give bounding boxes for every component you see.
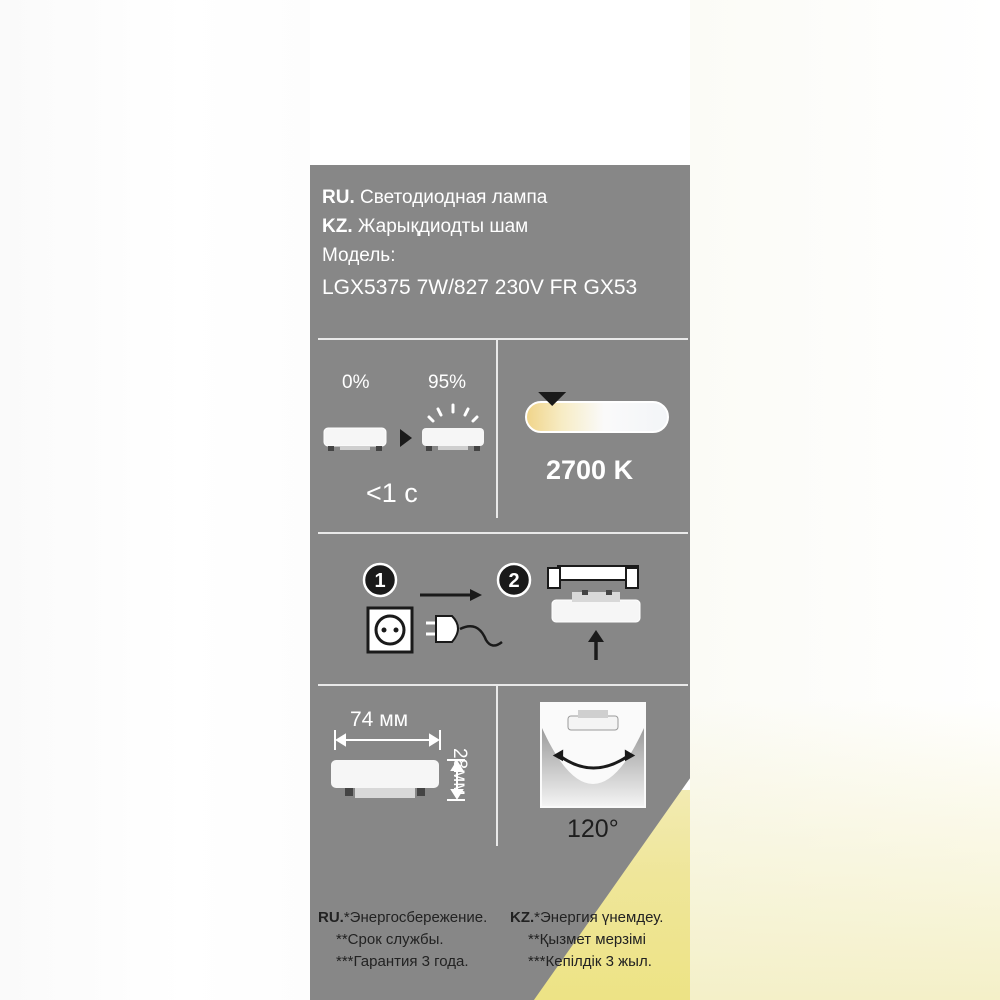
startup-icon: [318, 395, 493, 465]
unplugged-plug-icon: [426, 616, 502, 646]
divider-3: [318, 684, 688, 686]
startup-to-percent: 95%: [428, 372, 467, 393]
width-dimension-line: [335, 730, 440, 750]
beam-angle-icon: [538, 700, 650, 812]
divider-v2: [496, 686, 498, 846]
step-2-number: 2: [508, 570, 520, 592]
yellow-fade: [690, 700, 1000, 1000]
ru-title-line: [322, 183, 637, 212]
footer-kz-energy: *Энергия үнемдеу.: [534, 909, 664, 926]
footer-ru-line-3: ***Гарантия 3 года.: [336, 953, 469, 970]
color-temperature-value: 2700 K: [546, 455, 634, 485]
startup-from-percent: 0%: [342, 372, 370, 393]
dimension-height: 28мм: [449, 748, 470, 796]
divider-2: [318, 532, 688, 534]
kz-code: KZ.: [322, 216, 353, 237]
right-background: [690, 0, 1000, 1000]
lamp-on-icon: [422, 405, 484, 451]
arrow-long-right-icon: [420, 589, 482, 601]
ru-code: RU.: [322, 187, 355, 208]
ru-product-name: Светодиодная лампа: [360, 187, 548, 208]
product-title-block: [322, 183, 637, 302]
arrow-up-icon: [588, 630, 604, 660]
footer-kz-code: KZ.: [510, 909, 535, 926]
lamp-insert-icon: [552, 590, 640, 622]
model-label: Модель:: [322, 245, 396, 266]
footer-ru-legend: [318, 907, 487, 973]
footer-kz-line-3: ***Кепілдік 3 жыл.: [528, 953, 652, 970]
footer-kz-line-1: [510, 907, 663, 929]
kz-title-line: [322, 212, 637, 241]
left-background: [0, 0, 310, 1000]
step-1-number: 1: [374, 570, 386, 592]
step-1-badge-icon: [364, 564, 396, 596]
lamp-off-icon: [324, 428, 386, 451]
lamp-side-view-icon: [331, 760, 439, 798]
footer-kz-line-2: **Қызмет мерзімі: [528, 931, 646, 948]
footer-ru-line-2: **Срок службы.: [336, 931, 444, 948]
model-number: LGX5375 7W/827 230V FR GX53: [322, 276, 638, 299]
color-temperature-slider: [522, 390, 674, 440]
arrow-right-icon: [400, 429, 412, 447]
dimension-width: 74 мм: [350, 708, 409, 731]
divider-1: [318, 338, 688, 340]
installation-instructions: [360, 560, 660, 672]
temperature-gradient-bar: [526, 402, 668, 432]
power-socket-icon: [368, 608, 412, 652]
startup-time: <1 c: [366, 478, 418, 508]
beam-angle-value: 120°: [567, 815, 619, 843]
footer-ru-code: RU.: [318, 909, 344, 926]
footer-ru-energy: *Энергосбережение.: [343, 909, 488, 926]
step-2-badge-icon: [498, 564, 530, 596]
package-top: [310, 0, 690, 165]
kz-product-name: Жарықдиодты шам: [357, 216, 529, 237]
footer-ru-line-1: [318, 907, 487, 929]
footer-kz-legend: [510, 907, 663, 973]
divider-v1: [496, 340, 498, 518]
ceiling-fixture-icon: [548, 566, 638, 588]
